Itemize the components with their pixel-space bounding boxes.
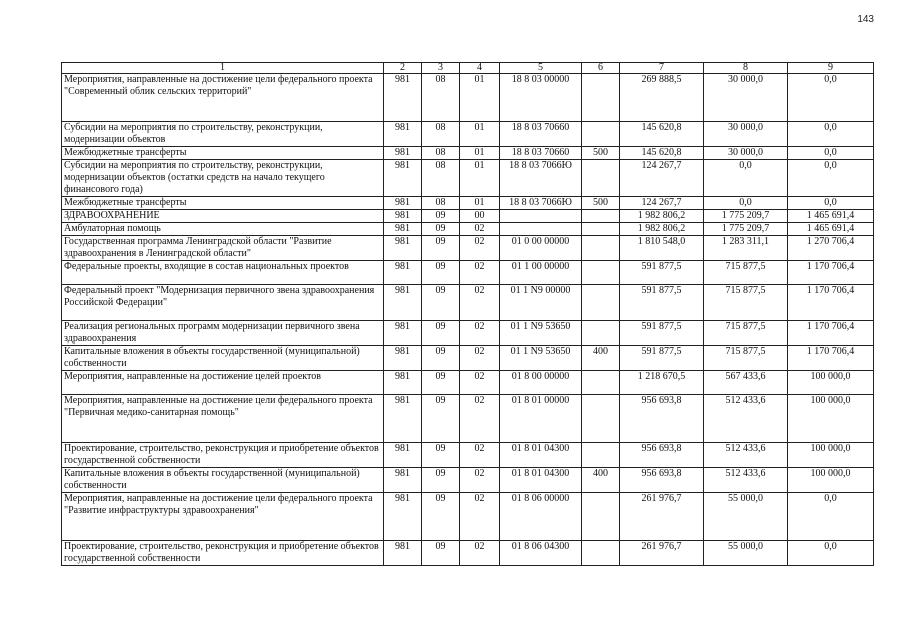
row-cell-c7: 261 976,7 xyxy=(620,493,704,541)
row-cell-c6: 400 xyxy=(582,346,620,371)
row-cell-c7: 1 982 806,2 xyxy=(620,223,704,236)
row-cell-c9: 100 000,0 xyxy=(788,443,874,468)
row-cell-c5: 01 8 01 04300 xyxy=(500,468,582,493)
row-cell-c9: 1 270 706,4 xyxy=(788,236,874,261)
row-cell-c6 xyxy=(582,541,620,566)
table-row xyxy=(62,197,874,210)
row-cell-c2: 981 xyxy=(384,122,422,147)
row-cell-c7: 956 693,8 xyxy=(620,443,704,468)
col-header: 8 xyxy=(704,63,788,74)
budget-table xyxy=(61,62,874,566)
row-cell-c3: 09 xyxy=(422,395,460,443)
row-cell-c3: 09 xyxy=(422,443,460,468)
row-cell-c4: 02 xyxy=(460,321,500,346)
row-cell-c6 xyxy=(582,493,620,541)
row-cell-c5: 01 1 N9 53650 xyxy=(500,346,582,371)
row-cell-c4: 02 xyxy=(460,395,500,443)
row-cell-c3: 09 xyxy=(422,261,460,285)
row-cell-c7: 591 877,5 xyxy=(620,321,704,346)
row-cell-c5: 01 0 00 00000 xyxy=(500,236,582,261)
col-header: 9 xyxy=(788,63,874,74)
row-name-cell: Государственная программа Ленинградской области "Развитие здравоохранения в Ленинградской области" xyxy=(62,236,384,261)
row-cell-c3: 09 xyxy=(422,371,460,395)
col-header: 4 xyxy=(460,63,500,74)
row-cell-c3: 09 xyxy=(422,468,460,493)
row-cell-c2: 981 xyxy=(384,210,422,223)
row-cell-c9: 1 170 706,4 xyxy=(788,285,874,321)
row-cell-c3: 08 xyxy=(422,74,460,122)
row-name-cell: Реализация региональных программ модернизации первичного звена здравоохранения xyxy=(62,321,384,346)
row-cell-c4: 02 xyxy=(460,261,500,285)
row-cell-c9: 1 170 706,4 xyxy=(788,346,874,371)
row-cell-c7: 1 810 548,0 xyxy=(620,236,704,261)
row-cell-c5: 18 8 03 70660 xyxy=(500,122,582,147)
row-cell-c8: 715 877,5 xyxy=(704,346,788,371)
row-name-cell: Федеральный проект "Модернизация первичного звена здравоохранения Российской Федерации" xyxy=(62,285,384,321)
row-cell-c6 xyxy=(582,122,620,147)
row-cell-c9: 0,0 xyxy=(788,541,874,566)
row-cell-c9: 1 170 706,4 xyxy=(788,321,874,346)
row-cell-c4: 02 xyxy=(460,493,500,541)
table-row xyxy=(62,74,874,122)
table-row xyxy=(62,160,874,197)
row-cell-c8: 30 000,0 xyxy=(704,122,788,147)
row-cell-c5: 01 1 N9 53650 xyxy=(500,321,582,346)
row-cell-c5 xyxy=(500,223,582,236)
table-row xyxy=(62,443,874,468)
row-cell-c6: 400 xyxy=(582,468,620,493)
row-cell-c4: 01 xyxy=(460,122,500,147)
row-cell-c5: 01 8 01 04300 xyxy=(500,443,582,468)
row-cell-c7: 956 693,8 xyxy=(620,468,704,493)
row-cell-c6 xyxy=(582,395,620,443)
row-cell-c8: 512 433,6 xyxy=(704,443,788,468)
row-cell-c9: 0,0 xyxy=(788,122,874,147)
row-cell-c9: 0,0 xyxy=(788,197,874,210)
row-cell-c2: 981 xyxy=(384,160,422,197)
row-cell-c7: 591 877,5 xyxy=(620,285,704,321)
row-cell-c8: 55 000,0 xyxy=(704,493,788,541)
row-cell-c9: 0,0 xyxy=(788,493,874,541)
row-cell-c5: 18 8 03 70660 xyxy=(500,147,582,160)
row-name-cell: Капитальные вложения в объекты государственной (муниципальной) собственности xyxy=(62,468,384,493)
row-cell-c2: 981 xyxy=(384,223,422,236)
table-header xyxy=(62,63,874,74)
row-cell-c4: 02 xyxy=(460,236,500,261)
table-row xyxy=(62,210,874,223)
row-cell-c7: 145 620,8 xyxy=(620,147,704,160)
page-number: 143 xyxy=(857,14,874,25)
table-row xyxy=(62,261,874,285)
row-cell-c3: 08 xyxy=(422,147,460,160)
row-cell-c3: 09 xyxy=(422,541,460,566)
row-cell-c8: 30 000,0 xyxy=(704,147,788,160)
row-cell-c8: 715 877,5 xyxy=(704,285,788,321)
row-cell-c5: 01 1 00 00000 xyxy=(500,261,582,285)
row-name-cell: Мероприятия, направленные на достижение цели федерального проекта "Современный облик сельских территорий" xyxy=(62,74,384,122)
row-cell-c4: 02 xyxy=(460,443,500,468)
row-cell-c6 xyxy=(582,321,620,346)
row-cell-c3: 08 xyxy=(422,197,460,210)
row-cell-c5: 01 1 N9 00000 xyxy=(500,285,582,321)
row-cell-c4: 01 xyxy=(460,147,500,160)
row-cell-c7: 591 877,5 xyxy=(620,261,704,285)
row-cell-c8: 512 433,6 xyxy=(704,468,788,493)
row-cell-c8: 0,0 xyxy=(704,160,788,197)
row-name-cell: ЗДРАВООХРАНЕНИЕ xyxy=(62,210,384,223)
row-cell-c6 xyxy=(582,261,620,285)
row-cell-c7: 145 620,8 xyxy=(620,122,704,147)
row-cell-c4: 02 xyxy=(460,371,500,395)
row-name-cell: Мероприятия, направленные на достижение целей проектов xyxy=(62,371,384,395)
row-cell-c8: 1 283 311,1 xyxy=(704,236,788,261)
row-cell-c9: 1 465 691,4 xyxy=(788,223,874,236)
row-cell-c8: 715 877,5 xyxy=(704,261,788,285)
row-cell-c2: 981 xyxy=(384,74,422,122)
row-cell-c2: 981 xyxy=(384,493,422,541)
row-cell-c6 xyxy=(582,285,620,321)
row-name-cell: Мероприятия, направленные на достижение цели федерального проекта "Развитие инфраструктуры здравоохранения" xyxy=(62,493,384,541)
row-cell-c9: 1 170 706,4 xyxy=(788,261,874,285)
row-cell-c3: 09 xyxy=(422,210,460,223)
row-cell-c8: 512 433,6 xyxy=(704,395,788,443)
row-cell-c6 xyxy=(582,236,620,261)
row-cell-c7: 1 218 670,5 xyxy=(620,371,704,395)
col-header: 7 xyxy=(620,63,704,74)
row-cell-c4: 01 xyxy=(460,197,500,210)
row-cell-c7: 124 267,7 xyxy=(620,160,704,197)
row-cell-c4: 02 xyxy=(460,285,500,321)
row-cell-c9: 100 000,0 xyxy=(788,468,874,493)
table-row xyxy=(62,346,874,371)
row-name-cell: Мероприятия, направленные на достижение цели федерального проекта "Первичная медико-санитарная помощь" xyxy=(62,395,384,443)
table-row xyxy=(62,493,874,541)
row-cell-c9: 100 000,0 xyxy=(788,371,874,395)
row-cell-c8: 1 775 209,7 xyxy=(704,210,788,223)
row-cell-c4: 00 xyxy=(460,210,500,223)
table-row xyxy=(62,122,874,147)
table-row xyxy=(62,285,874,321)
row-cell-c2: 981 xyxy=(384,261,422,285)
row-cell-c5: 18 8 03 00000 xyxy=(500,74,582,122)
row-cell-c3: 09 xyxy=(422,321,460,346)
row-cell-c8: 55 000,0 xyxy=(704,541,788,566)
row-name-cell: Проектирование, строительство, реконструкция и приобретение объектов государственной собственности xyxy=(62,443,384,468)
row-cell-c6: 500 xyxy=(582,147,620,160)
table-row xyxy=(62,147,874,160)
row-cell-c2: 981 xyxy=(384,285,422,321)
row-name-cell: Межбюджетные трансферты xyxy=(62,197,384,210)
row-cell-c7: 269 888,5 xyxy=(620,74,704,122)
row-name-cell: Субсидии на мероприятия по строительству, реконструкции, модернизации объектов (остатки средств на начало текущего финансового года) xyxy=(62,160,384,197)
row-cell-c3: 09 xyxy=(422,236,460,261)
table-row xyxy=(62,541,874,566)
row-cell-c5: 18 8 03 7066Ю xyxy=(500,197,582,210)
row-cell-c8: 567 433,6 xyxy=(704,371,788,395)
col-header: 3 xyxy=(422,63,460,74)
row-cell-c8: 30 000,0 xyxy=(704,74,788,122)
row-cell-c5 xyxy=(500,210,582,223)
row-cell-c3: 09 xyxy=(422,285,460,321)
row-cell-c2: 981 xyxy=(384,443,422,468)
row-cell-c4: 02 xyxy=(460,223,500,236)
row-cell-c6 xyxy=(582,74,620,122)
table-row xyxy=(62,223,874,236)
row-cell-c2: 981 xyxy=(384,147,422,160)
col-header: 6 xyxy=(582,63,620,74)
row-cell-c5: 01 8 06 04300 xyxy=(500,541,582,566)
row-cell-c3: 08 xyxy=(422,160,460,197)
col-header: 2 xyxy=(384,63,422,74)
row-cell-c8: 0,0 xyxy=(704,197,788,210)
row-cell-c6 xyxy=(582,371,620,395)
row-cell-c4: 02 xyxy=(460,468,500,493)
row-cell-c2: 981 xyxy=(384,346,422,371)
row-cell-c6: 500 xyxy=(582,197,620,210)
table-row xyxy=(62,395,874,443)
row-cell-c7: 1 982 806,2 xyxy=(620,210,704,223)
row-cell-c7: 124 267,7 xyxy=(620,197,704,210)
row-cell-c5: 01 8 01 00000 xyxy=(500,395,582,443)
row-cell-c2: 981 xyxy=(384,197,422,210)
row-cell-c2: 981 xyxy=(384,321,422,346)
row-cell-c6 xyxy=(582,210,620,223)
row-cell-c8: 715 877,5 xyxy=(704,321,788,346)
table-row xyxy=(62,236,874,261)
row-cell-c8: 1 775 209,7 xyxy=(704,223,788,236)
row-name-cell: Федеральные проекты, входящие в состав национальных проектов xyxy=(62,261,384,285)
row-cell-c6 xyxy=(582,160,620,197)
row-cell-c5: 18 8 03 7066Ю xyxy=(500,160,582,197)
row-cell-c3: 09 xyxy=(422,223,460,236)
row-cell-c2: 981 xyxy=(384,236,422,261)
row-cell-c5: 01 8 00 00000 xyxy=(500,371,582,395)
row-cell-c3: 08 xyxy=(422,122,460,147)
row-cell-c9: 0,0 xyxy=(788,74,874,122)
row-cell-c6 xyxy=(582,443,620,468)
row-cell-c9: 1 465 691,4 xyxy=(788,210,874,223)
row-cell-c2: 981 xyxy=(384,541,422,566)
row-cell-c7: 956 693,8 xyxy=(620,395,704,443)
row-cell-c7: 261 976,7 xyxy=(620,541,704,566)
row-cell-c9: 0,0 xyxy=(788,160,874,197)
col-header: 5 xyxy=(500,63,582,74)
row-cell-c7: 591 877,5 xyxy=(620,346,704,371)
row-cell-c2: 981 xyxy=(384,371,422,395)
row-name-cell: Проектирование, строительство, реконструкция и приобретение объектов государственной собственности xyxy=(62,541,384,566)
row-cell-c4: 02 xyxy=(460,346,500,371)
row-cell-c2: 981 xyxy=(384,468,422,493)
col-header: 1 xyxy=(62,63,384,74)
row-name-cell: Капитальные вложения в объекты государственной (муниципальной) собственности xyxy=(62,346,384,371)
row-cell-c6 xyxy=(582,223,620,236)
row-cell-c4: 02 xyxy=(460,541,500,566)
row-cell-c3: 09 xyxy=(422,346,460,371)
row-cell-c9: 100 000,0 xyxy=(788,395,874,443)
table-row xyxy=(62,468,874,493)
table-row xyxy=(62,371,874,395)
table-body xyxy=(62,74,874,566)
row-cell-c5: 01 8 06 00000 xyxy=(500,493,582,541)
row-cell-c2: 981 xyxy=(384,395,422,443)
row-cell-c3: 09 xyxy=(422,493,460,541)
row-name-cell: Межбюджетные трансферты xyxy=(62,147,384,160)
table-row xyxy=(62,321,874,346)
row-name-cell: Амбулаторная помощь xyxy=(62,223,384,236)
row-cell-c4: 01 xyxy=(460,160,500,197)
row-cell-c4: 01 xyxy=(460,74,500,122)
row-cell-c9: 0,0 xyxy=(788,147,874,160)
row-name-cell: Субсидии на мероприятия по строительству, реконструкции, модернизации объектов xyxy=(62,122,384,147)
